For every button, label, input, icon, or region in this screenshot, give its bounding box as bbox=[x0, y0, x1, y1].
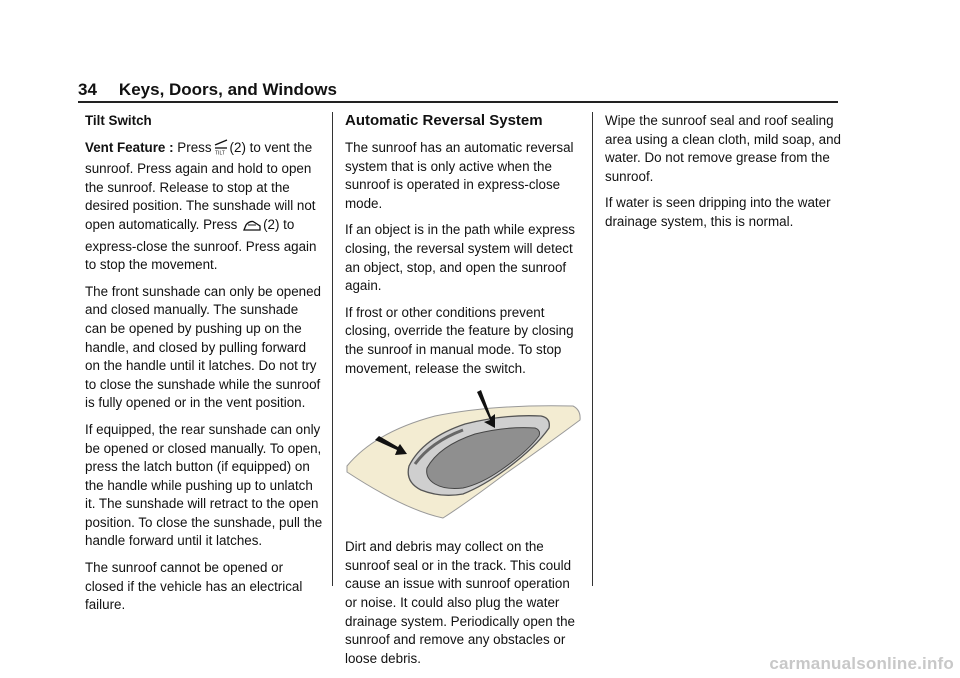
rear-sunshade-paragraph: If equipped, the rear sunshade can only be opened or closed manually. To open, press the latch button (if equipped) on the handle while pushing up to unlatch it. The sunshade will retract to the open position. To close the sunshade, pull the handle forward until it latches. bbox=[85, 421, 323, 549]
column-middle bbox=[345, 112, 583, 676]
page-number: 34 bbox=[78, 80, 97, 99]
water-drainage-paragraph: If water is seen dripping into the water drainage system, this is normal. bbox=[605, 195, 831, 229]
page-header bbox=[78, 80, 838, 100]
svg-text:TILT: TILT bbox=[214, 150, 225, 155]
wipe-seal-paragraph: Wipe the sunroof seal and roof sealing area using a clean cloth, mild soap, and water. Do not remove grease from the sunroof. bbox=[605, 113, 841, 184]
column-divider bbox=[592, 112, 593, 586]
reversal-paragraph-1: The sunroof has an automatic reversal system that is only active when the sunroof is operated in express-close mode. bbox=[345, 140, 574, 211]
debris-paragraph: Dirt and debris may collect on the sunroof seal or in the track. This could cause an issue with sunroof operation or noise. It could also plug the water drainage system. Periodically open the sunroof and remove any obstacles or loose debris. bbox=[345, 539, 576, 666]
vent-text-a: Press bbox=[177, 139, 212, 155]
vent-feature-paragraph bbox=[85, 139, 323, 275]
front-sunshade-paragraph: The front sunshade can only be opened and closed manually. The sunshade can be opened by pushing up on the handle, and closed by pulling forward on the handle until it latches. Do not try to close the sunshade while the sunroof is fully opened or in the vent position. bbox=[85, 283, 321, 411]
subheading-tilt-switch: Tilt Switch bbox=[85, 113, 152, 128]
reversal-paragraph-2: If an object is in the path while express closing, the reversal system will detect an object, stop, and open the sunroof again. bbox=[345, 222, 576, 294]
watermark: carmanualsonline.info bbox=[769, 654, 954, 673]
column-left bbox=[85, 112, 323, 623]
vent-feature-label: Vent Feature : bbox=[85, 139, 174, 155]
tilt-icon bbox=[214, 139, 228, 161]
column-divider bbox=[332, 112, 333, 586]
section-title: Keys, Doors, and Windows bbox=[118, 80, 337, 99]
column-right bbox=[605, 112, 843, 240]
electrical-failure-paragraph: The sunroof cannot be opened or closed if the vehicle has an electrical failure. bbox=[85, 560, 303, 613]
heading-automatic-reversal: Automatic Reversal System bbox=[345, 112, 543, 129]
vent-text-b: (2) to vent the sunroof. Press again and hold to open the sunroof. Release to stop at the desired position. The sunshade will not open automatically. Press bbox=[85, 139, 316, 232]
sunroof-illustration bbox=[345, 386, 583, 528]
reversal-paragraph-3: If frost or other conditions prevent closing, override the feature by closing the sunroof in manual mode. To stop movement, release the switch. bbox=[345, 304, 574, 376]
express-close-icon bbox=[243, 219, 261, 238]
vent-text-c: (2) to express-close the sunroof. Press again to stop the movement. bbox=[85, 216, 317, 273]
header-rule bbox=[78, 101, 838, 103]
